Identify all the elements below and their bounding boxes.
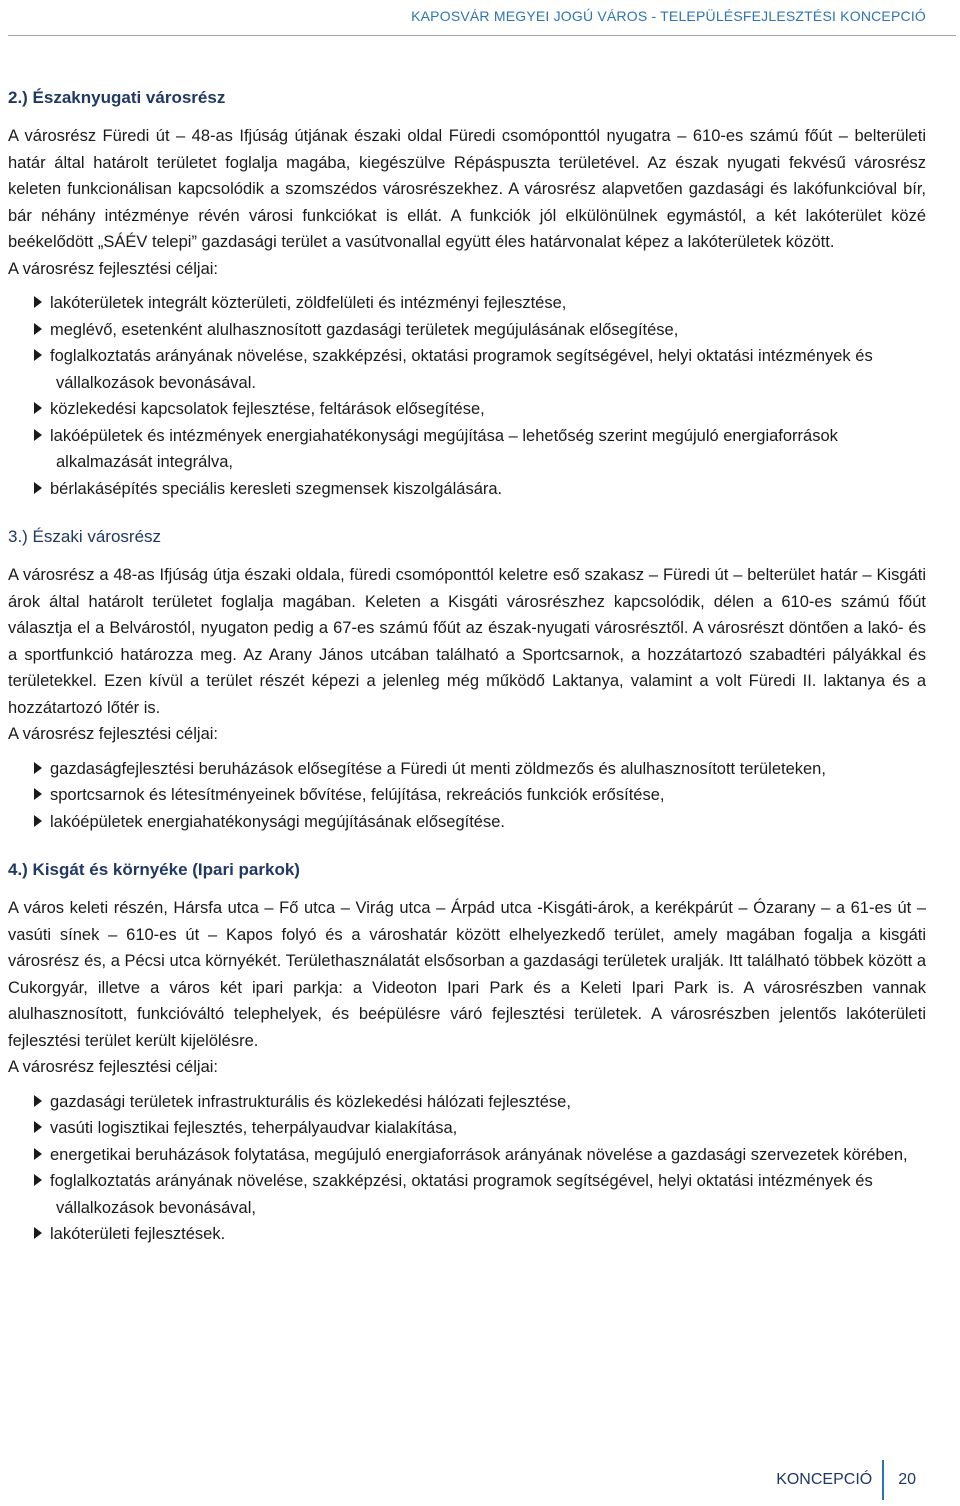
goals-list (8, 1089, 926, 1248)
header-divider (8, 35, 956, 36)
triangle-bullet-icon (34, 1095, 42, 1107)
section-title: 3.) Északi városrész (8, 527, 162, 546)
list-item: foglalkoztatás arányának növelése, szakképzési, oktatási programok segítségével, helyi oktatási intézmények és vállalkozások bevonásával, (8, 1168, 926, 1221)
goals-label: A városrész fejlesztési céljai: (8, 259, 218, 278)
list-item: meglévő, esetenként alulhasznosított gazdasági területek megújulásának elősegítése, (8, 317, 926, 344)
goals-label: A városrész fejlesztési céljai: (8, 1058, 218, 1076)
triangle-bullet-icon (34, 402, 42, 414)
list-item: gazdasági területek infrastrukturális és közlekedési hálózati fejlesztése, (8, 1089, 926, 1116)
section-paragraph: A városrész a 48-as Ifjúság útja északi oldala, füredi csomóponttól keletre eső szakasz – Füredi út – belterület határ – Kisgáti árok által határolt területet foglalja magában. Keleten a Kisgáti városrészhez kapcsolódik, délen a 610-es számú főút választja el a Belvárostól, nyugaton pedig a 67-es számú főút az észak-nyugati városrésztől. A városrészt döntően a lakó- és a sportfunkció határozza meg. Az Arany János utcában található a Sportcsarnok, a hozzátartozó szabadtéri pályákkal és területekkel. Ezen kívül a terület részét képezi a jelenleg még működő Laktanya, valamint a volt Füredi II. laktanya és a hozzátartozó lőtér is. (8, 566, 926, 717)
section-kisgat (8, 857, 926, 1248)
triangle-bullet-icon (34, 1148, 42, 1160)
triangle-bullet-icon (34, 815, 42, 827)
triangle-bullet-icon (34, 349, 42, 361)
goals-list (8, 290, 926, 502)
section-paragraph: A város keleti részén, Hársfa utca – Fő utca – Virág utca – Árpád utca -Kisgáti-árok, a kerékpárút – Ózarany – a 61-es út – vasúti sínek – 610-es út – Kapos folyó és a városhatár között elhelyezkedő terület, amely magában fogalja a kisgáti városrész és, a Pécsi utca környékét. Területhasználatát elsősorban a gazdasági területek uralják. Itt található többek között a Cukorgyár, illetve a város két ipari parkja: a Videoton Ipari Park és a Keleti Ipari Park is. A városrészben vannak alulhasznosított, funkcióváltó telephelyek, és beépülésre váró fejlesztési területek. A városrészben jelentős lakóterületi fejlesztési terület került kijelölésre. (8, 899, 926, 1050)
header-title: KAPOSVÁR MEGYEI JOGÚ VÁROS - TELEPÜLÉSFEJLESZTÉSI KONCEPCIÓ (411, 8, 926, 24)
triangle-bullet-icon (34, 1121, 42, 1133)
triangle-bullet-icon (34, 296, 42, 308)
list-item: energetikai beruházások folytatása, megújuló energiaforrások arányának növelése a gazdasági szervezetek körében, (8, 1142, 926, 1169)
document-body (8, 85, 926, 1248)
triangle-bullet-icon (34, 762, 42, 774)
section-title: 4.) Kisgát és környéke (Ipari parkok) (8, 860, 300, 879)
list-item: bérlakásépítés speciális keresleti szegmensek kiszolgálására. (8, 476, 926, 503)
footer-label: KONCEPCIÓ (776, 1471, 873, 1488)
triangle-bullet-icon (34, 1227, 42, 1239)
section-north (8, 524, 926, 835)
list-item: lakóépületek és intézmények energiahatékonysági megújítása – lehetőség szerint megújuló energiaforrások alkalmazását integrálva, (8, 423, 926, 476)
list-item: vasúti logisztikai fejlesztés, teherpályaudvar kialakítása, (8, 1115, 926, 1142)
triangle-bullet-icon (34, 1174, 42, 1186)
page-number: 20 (898, 1471, 916, 1488)
triangle-bullet-icon (34, 429, 42, 441)
list-item: sportcsarnok és létesítményeinek bővítése, felújítása, rekreációs funkciók erősítése, (8, 782, 926, 809)
section-paragraph: A városrész Füredi út – 48-as Ifjúság útjának északi oldal Füredi csomóponttól nyugatra – 610-es számú főút – belterületi határ által határolt területet foglalja magába, kiegészülve Répáspuszta területével. Az észak nyugati fekvésű városrész keleten funkcionálisan kapcsolódik a szomszédos városrészekhez. A városrész alapvetően gazdasági és lakófunkcióval bír, bár néhány intézménye révén városi funkciókat is ellát. A funkciók jól elkülönülnek egymástól, a két lakóterület közé beékelődött „SÁÉV telepi” gazdasági terület a vasútvonallal együtt éles határvonalat képez a lakóterületek között. (8, 127, 926, 251)
list-item: lakóterületi fejlesztések. (8, 1221, 926, 1248)
list-item: gazdaságfejlesztési beruházások elősegítése a Füredi út menti zöldmezős és alulhasznosított területeken, (8, 756, 926, 783)
list-item: közlekedési kapcsolatok fejlesztése, feltárások elősegítése, (8, 396, 926, 423)
list-item: lakóterületek integrált közterületi, zöldfelületi és intézményi fejlesztése, (8, 290, 926, 317)
goals-list (8, 756, 926, 836)
list-item: foglalkoztatás arányának növelése, szakképzési, oktatási programok segítségével, helyi oktatási intézmények és vállalkozások bevonásával. (8, 343, 926, 396)
triangle-bullet-icon (34, 323, 42, 335)
goals-label: A városrész fejlesztési céljai: (8, 725, 218, 743)
section-northwest (8, 85, 926, 502)
triangle-bullet-icon (34, 482, 42, 494)
section-title: 2.) Északnyugati városrész (8, 88, 226, 107)
page-footer (776, 1460, 916, 1500)
list-item: lakóépületek energiahatékonysági megújításának elősegítése. (8, 809, 926, 836)
triangle-bullet-icon (34, 788, 42, 800)
